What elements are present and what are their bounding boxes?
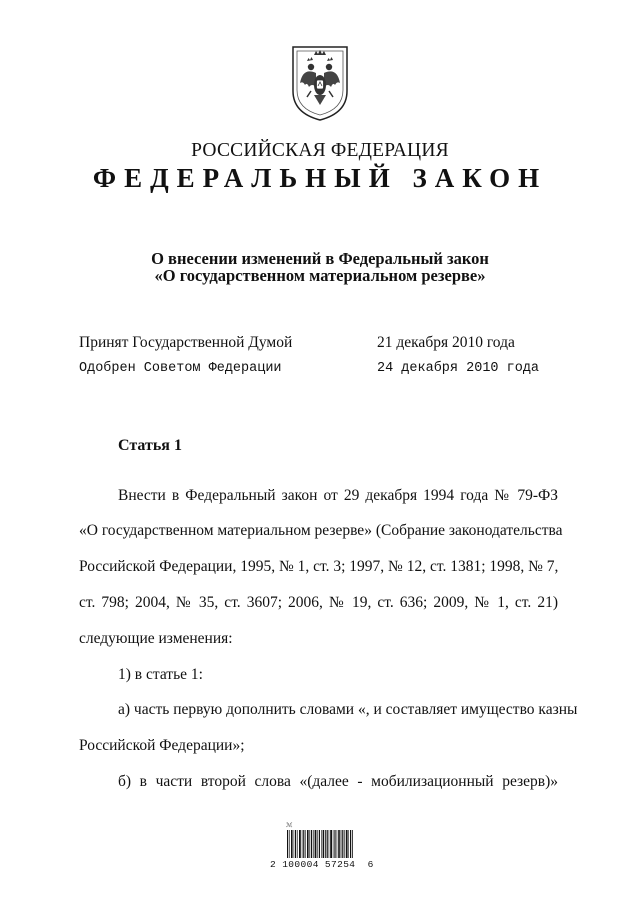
country-name: РОССИЙСКАЯ ФЕДЕРАЦИЯ — [191, 140, 449, 161]
article-line: 1) в статье 1: — [118, 666, 203, 683]
svg-text:ℳ: ℳ — [286, 823, 293, 829]
article-line: б) в части второй слова «(далее - мобилизационный резерв)» — [118, 773, 558, 790]
document-type-heading: ФЕДЕРАЛЬНЫЙ ЗАКОН — [92, 163, 548, 193]
article-line: Внести в Федеральный закон от 29 декабря 1994 года № 79-ФЗ — [118, 487, 558, 504]
law-title-line-1: О внесении изменений в Федеральный закон — [151, 249, 489, 268]
law-title-line-2: «О государственном материальном резерве» — [154, 266, 486, 285]
barcode-number: 2 100004 57254 6 — [270, 859, 374, 870]
duma-adoption-label: Принят Государственной Думой — [79, 334, 293, 351]
article-line: Российской Федерации»; — [79, 737, 245, 754]
article-line: Российской Федерации, 1995, № 1, ст. 3; 1997, № 12, ст. 1381; 1998, № 7, — [79, 558, 559, 575]
coat-of-arms-emblem-icon — [289, 43, 351, 123]
article-line: ст. 798; 2004, № 35, ст. 3607; 2006, № 19, ст. 636; 2009, № 1, ст. 21) — [79, 594, 558, 611]
barcode-icon — [285, 820, 355, 858]
council-approval-date: 24 декабря 2010 года — [377, 361, 540, 376]
duma-adoption-date: 21 декабря 2010 года — [377, 334, 515, 351]
article-line: а) часть первую дополнить словами «, и составляет имущество казны — [118, 701, 578, 718]
article-heading: Статья 1 — [118, 437, 182, 454]
article-line: следующие изменения: — [79, 630, 233, 647]
article-line: «О государственном материальном резерве» (Собрание законодательства — [79, 522, 563, 539]
council-approval-label: Одобрен Советом Федерации — [79, 361, 282, 376]
